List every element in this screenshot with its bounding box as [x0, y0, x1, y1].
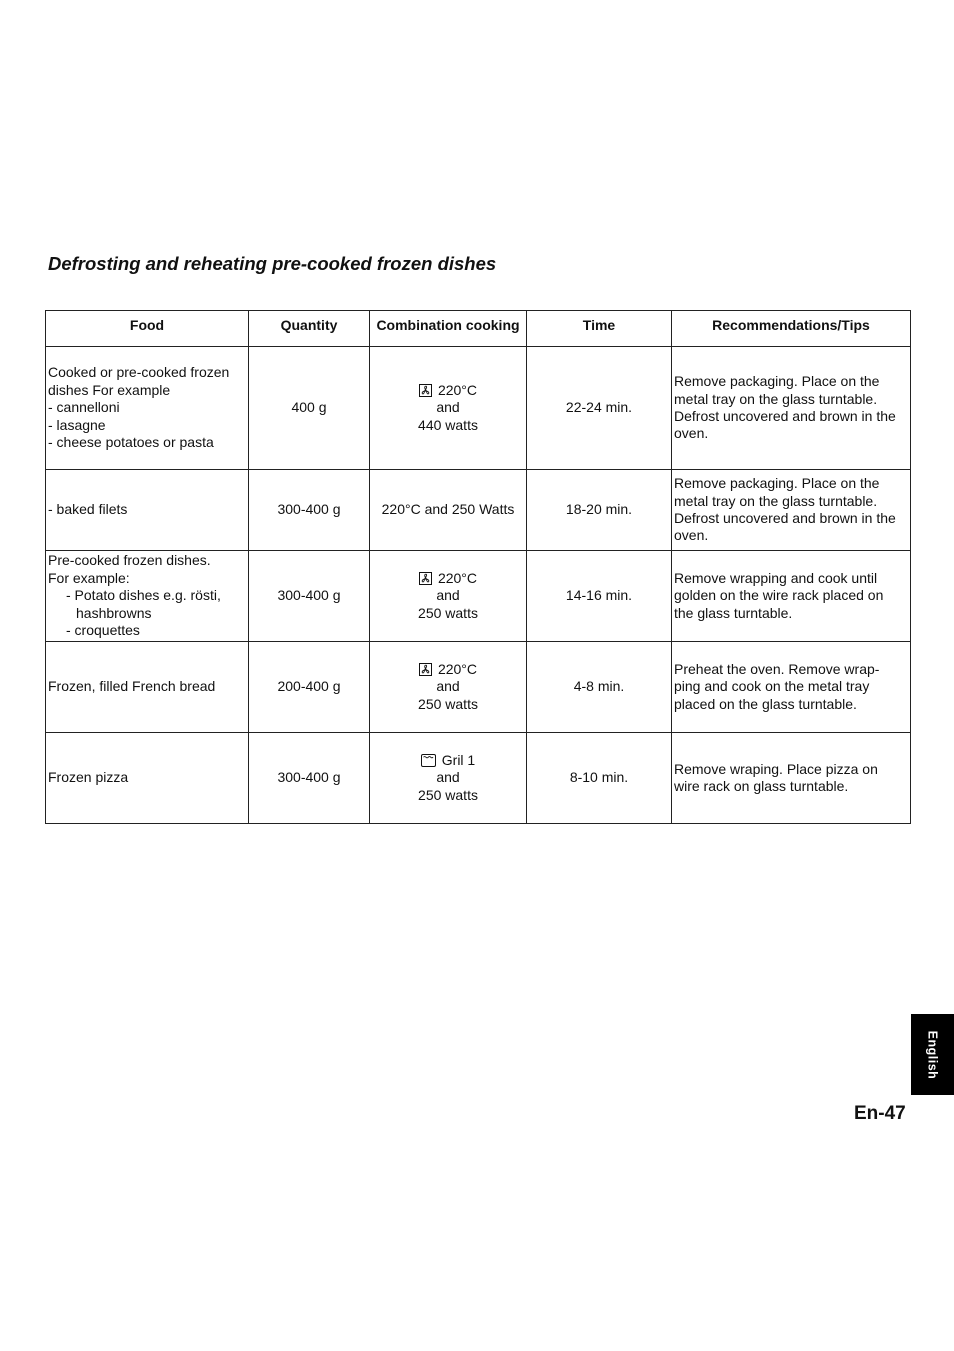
- cell-food: [46, 347, 249, 470]
- tip-line: Remove wrapping and cook until: [674, 569, 878, 586]
- food-line: - lasagne: [48, 416, 106, 433]
- cell-tips: [672, 642, 911, 733]
- tip-line: Defrost uncovered and brown in the: [674, 408, 896, 424]
- food-line: Cooked or pre-cooked frozen: [48, 364, 230, 381]
- combination-line: 250 watts: [418, 786, 478, 803]
- combination-setting: [372, 570, 524, 587]
- language-tab-label: English: [925, 1030, 940, 1079]
- combination-setting: [372, 661, 524, 678]
- combination-setting-text: Gril 1: [441, 751, 476, 768]
- combination-line: 250 watts: [418, 604, 478, 621]
- convection-fan-icon: [419, 384, 432, 397]
- cell-time: 18-20 min.: [527, 470, 672, 551]
- page-number: En-47: [854, 1103, 906, 1124]
- cell-time: 4-8 min.: [527, 642, 672, 733]
- cell-quantity: 300-400 g: [249, 470, 370, 551]
- combination-line: and: [436, 678, 460, 695]
- combination-setting: [372, 382, 524, 399]
- cooking-table: [45, 310, 911, 824]
- combination-setting-text: 220°C: [437, 660, 478, 677]
- food-line: - cannelloni: [48, 399, 120, 416]
- tip-line: oven.: [674, 425, 709, 442]
- food-line: For example:: [48, 569, 130, 586]
- combination-line: and: [436, 587, 460, 604]
- cell-tips: [672, 551, 911, 642]
- convection-fan-icon: [419, 663, 432, 676]
- cell-quantity: 200-400 g: [249, 642, 370, 733]
- header-time: Time: [527, 311, 672, 347]
- grill-icon: [421, 754, 436, 767]
- tip-line: Remove wraping. Place pizza on: [674, 760, 878, 777]
- combination-setting: [372, 752, 524, 769]
- table-header-row: [46, 311, 911, 347]
- cell-time: 8-10 min.: [527, 733, 672, 824]
- tip-line: Preheat the oven. Remove wrap-: [674, 660, 880, 677]
- cell-combination: [370, 642, 527, 733]
- food-line: dishes For example: [48, 381, 171, 398]
- food-line: Pre-cooked frozen dishes.: [48, 552, 211, 569]
- header-food: Food: [46, 311, 249, 347]
- food-line: Frozen pizza: [48, 769, 129, 786]
- combination-line: 220°C and 250 Watts: [381, 501, 515, 518]
- food-line: - baked filets: [48, 501, 128, 518]
- cell-combination: [370, 551, 527, 642]
- header-combination-cooking: Combination cooking: [370, 311, 527, 347]
- tip-line: Remove packaging. Place on the: [674, 373, 880, 390]
- cell-combination: [370, 470, 527, 551]
- cell-combination: [370, 733, 527, 824]
- food-line: Frozen, filled French bread: [48, 678, 216, 695]
- table-row: [46, 470, 911, 551]
- cell-food: [46, 642, 249, 733]
- combination-line: and: [436, 399, 460, 416]
- cell-tips: [672, 347, 911, 470]
- cell-food: [46, 551, 249, 642]
- tip-line: golden on the wire rack placed on: [674, 587, 884, 604]
- cell-food: [46, 733, 249, 824]
- cell-tips: [672, 470, 911, 551]
- cell-quantity: 300-400 g: [249, 551, 370, 642]
- tip-line: ping and cook on the metal tray: [674, 678, 870, 695]
- combination-line: 250 watts: [418, 695, 478, 712]
- header-recommendations: Recommendations/Tips: [672, 311, 911, 347]
- header-quantity: Quantity: [249, 311, 370, 347]
- food-subitem: - croquettes: [66, 622, 140, 639]
- combination-setting-text: 220°C: [437, 381, 478, 398]
- cell-quantity: 300-400 g: [249, 733, 370, 824]
- tip-line: the glass turntable.: [674, 604, 793, 621]
- convection-fan-icon: [419, 572, 432, 585]
- cell-time: 14-16 min.: [527, 551, 672, 642]
- cell-combination: [370, 347, 527, 470]
- combination-setting-text: 220°C: [437, 569, 478, 586]
- table-row: [46, 642, 911, 733]
- cell-time: 22-24 min.: [527, 347, 672, 470]
- combination-line: 440 watts: [418, 416, 478, 433]
- tip-line: oven.: [674, 527, 709, 544]
- tip-line: placed on the glass turntable.: [674, 695, 857, 712]
- cell-quantity: 400 g: [249, 347, 370, 470]
- table-row: [46, 733, 911, 824]
- cell-tips: [672, 733, 911, 824]
- tip-line: metal tray on the glass turntable.: [674, 390, 878, 407]
- tip-line: Defrost uncovered and brown in the: [674, 510, 896, 526]
- cell-food: [46, 470, 249, 551]
- table-row: [46, 347, 911, 470]
- food-line: - cheese potatoes or pasta: [48, 434, 214, 451]
- tip-line: wire rack on glass turntable.: [674, 778, 849, 794]
- table-row: [46, 551, 911, 642]
- combination-line: and: [436, 769, 460, 786]
- tip-line: metal tray on the glass turntable.: [674, 492, 878, 509]
- food-subitem: - Potato dishes e.g. rösti, hashbrowns: [66, 587, 221, 621]
- language-tab: [911, 1014, 954, 1095]
- section-title: Defrosting and reheating pre-cooked frozen dishes: [48, 253, 497, 274]
- tip-line: Remove packaging. Place on the: [674, 475, 880, 492]
